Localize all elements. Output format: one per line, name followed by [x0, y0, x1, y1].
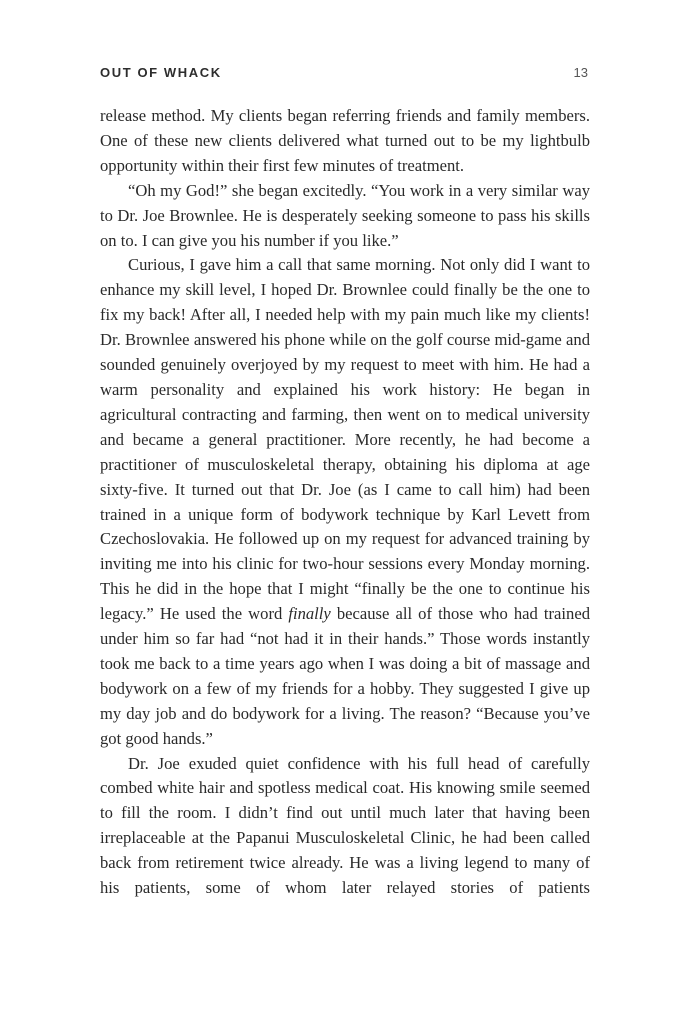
running-head: OUT OF WHACK: [100, 64, 222, 80]
page-header: [100, 62, 588, 82]
paragraph-dialogue: “Oh my God!” she began excitedly. “You work in a very similar way to Dr. Joe Brownlee. He is desperately seeking someone to pass his skills on to. I can give you his number if you like.”: [100, 180, 590, 250]
paragraph-phone-call: [100, 253, 590, 751]
body-text: [100, 104, 590, 901]
paragraph-text: Curious, I gave him a call that same morning. Not only did I want to enhance my skill level, I hoped Dr. Brownlee could finally be the one to fix my back! After all, I needed help with my pain much like my clients! Dr. Brownlee answered his phone while on the golf course mid-game and sounded genuinely overjoyed by my request to meet with him. He had a warm personality and explained his work history: He began in agricultural contracting and farming, then went on to medical university and became a general practitioner. More recently, he had become a practitioner of musculoskeletal therapy, obtaining his diploma at age sixty-five. It turned out that Dr. Joe (as I came to call him) had been trained in a unique form of bodywork technique by Karl Levett from Czechoslovakia. He followed up on my request for advanced training by inviting me into his clinic for two-hour sessions every Monday morning. This he did in the hope that I might “finally be the one to continue his legacy.” He used the word: [100, 255, 590, 624]
page-number: 13: [573, 64, 588, 80]
paragraph-text: because all of those who had trained under him so far had “not had it in their hands.” Those words instantly took me back to a time years ago when I was doing a bit of massage and bodywork on a few of my friends for a hobby. They suggested I give up my day job and do bodywork for a living. The reason? “Because you’ve got good hands.”: [100, 604, 590, 748]
paragraph-continued: release method. My clients began referring friends and family members. One of these new clients delivered what turned out to be my lightbulb opportunity within their first few minutes of treatment.: [100, 106, 590, 175]
emphasized-word: finally: [288, 604, 331, 624]
paragraph-dr-joe: Dr. Joe exuded quiet confidence with his full head of carefully combed white hair and spotless medical coat. His knowing smile seemed to fill the room. I didn’t find out until much later that having been irreplaceable at the Papanui Musculoskeletal Clinic, he had been called back from retirement twice already. He was a living legend to many of his patients, some of whom later relayed stories of patients: [100, 753, 590, 898]
